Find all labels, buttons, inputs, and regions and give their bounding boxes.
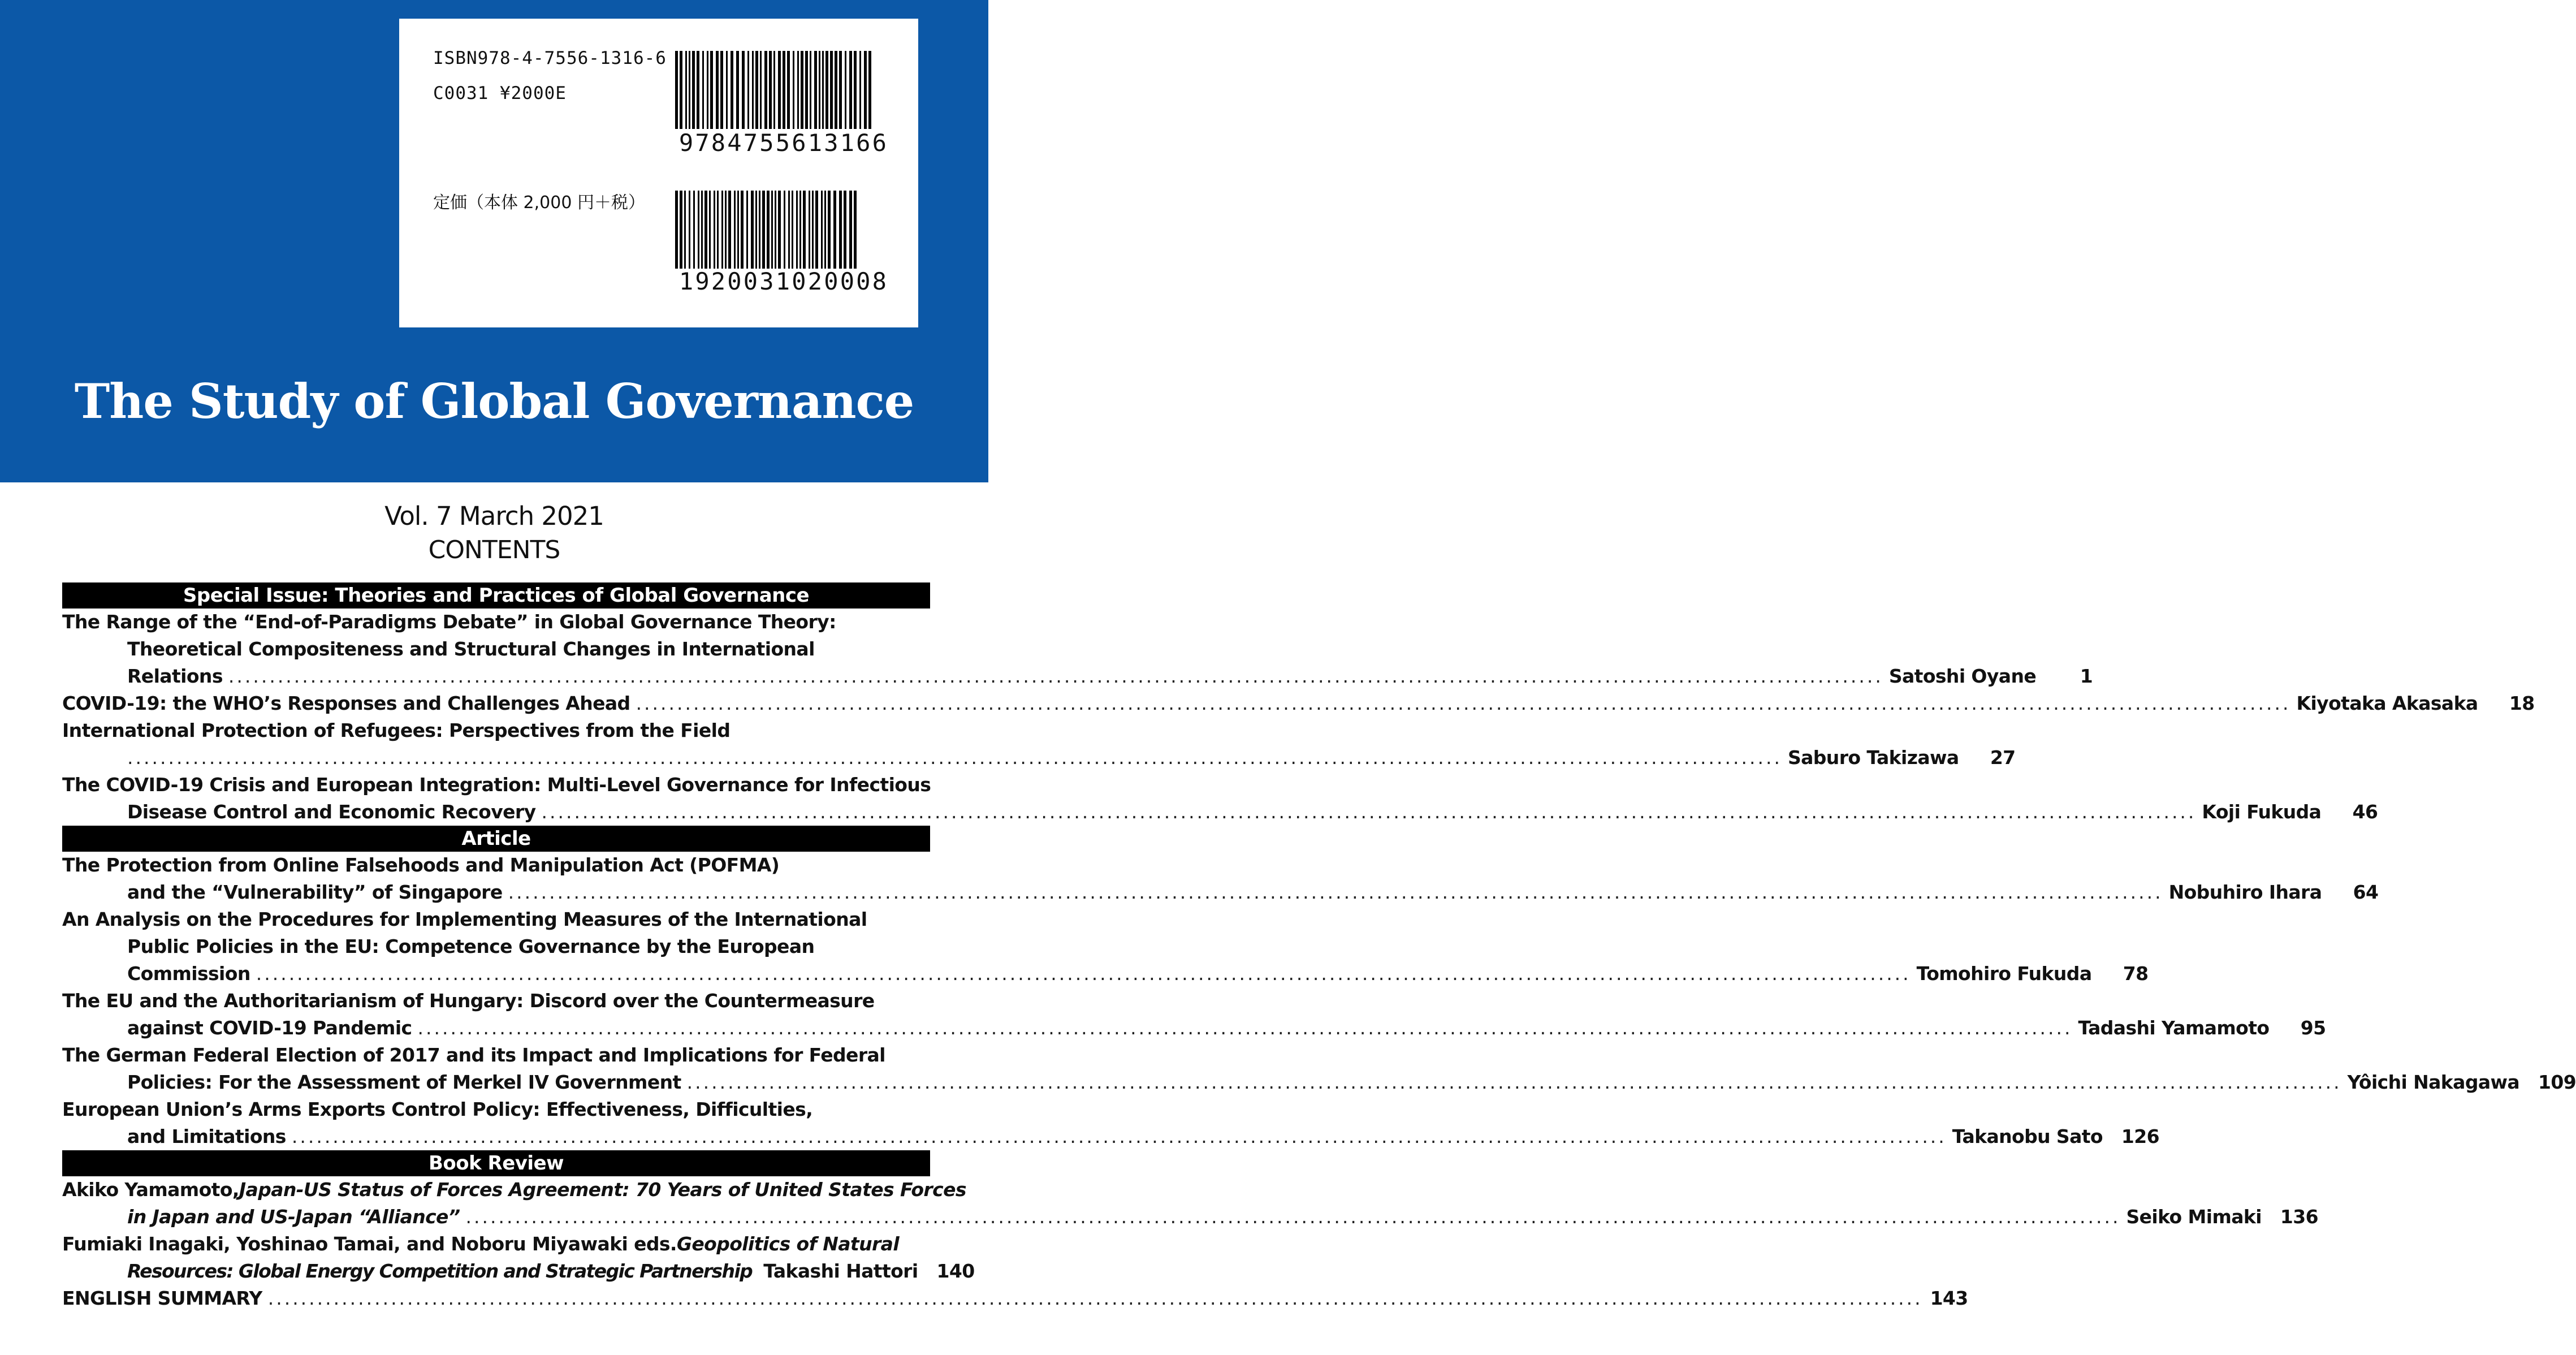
toc-entry-line[interactable] bbox=[62, 1176, 966, 1203]
entry-title: The COVID-19 Crisis and European Integration: Multi-Level Governance for Infectious bbox=[62, 774, 931, 796]
entry-author: Tomohiro Fukuda bbox=[1916, 963, 2092, 985]
entry-title: Disease Control and Economic Recovery bbox=[127, 801, 536, 823]
toc-entry-line[interactable] bbox=[62, 717, 930, 744]
toc-entry-line[interactable] bbox=[62, 1042, 930, 1069]
entry-author: Takanobu Sato bbox=[1952, 1125, 2103, 1147]
toc-entry-line[interactable] bbox=[62, 609, 930, 636]
entry-author: Satoshi Oyane bbox=[1888, 665, 2037, 687]
issue-info: Vol. 7 March 2021 bbox=[384, 501, 604, 531]
entry-title: The Range of the “End-of-Paradigms Debate” in Global Governance Theory: bbox=[62, 611, 836, 633]
dot-leader bbox=[292, 1123, 1947, 1150]
entry-title: and the “Vulnerability” of Singapore bbox=[127, 881, 503, 903]
entry-page: 143 bbox=[1930, 1287, 1968, 1309]
entry-page: 140 bbox=[936, 1260, 975, 1282]
section-header-special-issue: Special Issue: Theories and Practices of Global Governance bbox=[62, 582, 930, 609]
entry-title: The Protection from Online Falsehoods and Manipulation Act (POFMA) bbox=[62, 854, 780, 876]
entry-title: An Analysis on the Procedures for Implementing Measures of the International bbox=[62, 908, 867, 930]
price-barcode-digits: 1920031020008 bbox=[678, 267, 889, 295]
toc-entry-line[interactable] bbox=[62, 744, 2016, 771]
entry-title: Public Policies in the EU: Competence Governance by the European bbox=[127, 935, 815, 957]
toc-entry-line[interactable] bbox=[62, 852, 930, 879]
entry-author: Yôichi Nakagawa bbox=[2347, 1071, 2520, 1093]
toc-entry-line[interactable] bbox=[62, 690, 2535, 717]
entry-title: Policies: For the Assessment of Merkel IV Government bbox=[127, 1071, 681, 1093]
entry-page: 64 bbox=[2353, 881, 2379, 903]
review-book-title: Geopolitics of Natural bbox=[676, 1233, 900, 1255]
entry-page: 1 bbox=[2080, 665, 2093, 687]
barcode-panel bbox=[399, 19, 918, 327]
toc-entry-line[interactable] bbox=[62, 636, 930, 663]
price-barcode bbox=[675, 191, 892, 269]
toc-entry-line[interactable] bbox=[62, 663, 2093, 690]
toc-entry-line[interactable] bbox=[62, 960, 2149, 987]
entry-author: Saburo Takizawa bbox=[1787, 746, 1959, 769]
review-book-title: Resources: Global Energy Competition and Strategic Partnership bbox=[127, 1260, 753, 1282]
dot-leader bbox=[228, 663, 1883, 690]
review-author: Fumiaki Inagaki, Yoshinao Tamai, and Noboru Miyawaki eds. bbox=[62, 1233, 677, 1255]
toc-entry-line[interactable] bbox=[62, 1231, 930, 1258]
dot-leader bbox=[418, 1015, 2073, 1042]
toc-entry-line[interactable] bbox=[62, 771, 930, 799]
toc-entry-line[interactable] bbox=[62, 1258, 975, 1285]
entry-author: Nobuhiro Ihara bbox=[2168, 881, 2322, 903]
toc-entry-line[interactable] bbox=[62, 1015, 2326, 1042]
toc-entry-line[interactable] bbox=[62, 1069, 2576, 1096]
entry-page: 126 bbox=[2121, 1125, 2159, 1147]
isbn-barcode bbox=[675, 51, 892, 129]
entry-page: 27 bbox=[1990, 746, 2016, 769]
classification-code: C0031 ¥2000E bbox=[433, 83, 567, 103]
toc-entry-line[interactable] bbox=[62, 1096, 930, 1123]
toc-entry-line[interactable] bbox=[62, 933, 930, 960]
toc-entry-line[interactable] bbox=[62, 987, 930, 1015]
dot-leader bbox=[256, 960, 1911, 987]
entry-title: The German Federal Election of 2017 and its Impact and Implications for Federal bbox=[62, 1044, 885, 1066]
entry-author: Koji Fukuda bbox=[2202, 801, 2322, 823]
entry-title: International Protection of Refugees: Perspectives from the Field bbox=[62, 719, 731, 741]
review-author: Akiko Yamamoto, bbox=[62, 1179, 239, 1201]
price-label: 定価（本体 2,000 円＋税） bbox=[433, 193, 645, 213]
toc-entry-line[interactable] bbox=[62, 906, 930, 933]
journal-title: The Study of Global Governance bbox=[74, 373, 914, 429]
review-book-title: in Japan and US-Japan “Alliance” bbox=[127, 1206, 460, 1228]
toc-entry-line[interactable] bbox=[62, 799, 2378, 826]
dot-leader bbox=[687, 1069, 2342, 1096]
entry-author: Seiko Mimaki bbox=[2126, 1206, 2262, 1228]
entry-page: 18 bbox=[2509, 692, 2535, 714]
entry-page: 136 bbox=[2280, 1206, 2318, 1228]
entry-title: COVID-19: the WHO’s Responses and Challenges Ahead bbox=[62, 692, 630, 714]
entry-title: Theoretical Compositeness and Structural Changes in International bbox=[127, 638, 815, 660]
section-header-article: Article bbox=[62, 826, 930, 852]
entry-title: Commission bbox=[127, 963, 250, 985]
entry-author: Takashi Hattori bbox=[763, 1260, 918, 1282]
dot-leader bbox=[466, 1203, 2121, 1231]
english-summary-label: ENGLISH SUMMARY bbox=[62, 1287, 262, 1309]
entry-page: 109 bbox=[2538, 1071, 2576, 1093]
entry-title: against COVID-19 Pandemic bbox=[127, 1017, 412, 1039]
toc-entry-line[interactable] bbox=[62, 1203, 2318, 1231]
toc-entry-line[interactable] bbox=[62, 879, 2379, 906]
toc-entry-line[interactable] bbox=[62, 1123, 2159, 1150]
contents-heading: CONTENTS bbox=[428, 536, 560, 564]
entry-page: 78 bbox=[2123, 963, 2149, 985]
isbn-number: ISBN978-4-7556-1316-6 bbox=[433, 48, 667, 68]
table-of-contents bbox=[62, 582, 2576, 1312]
entry-author: Tadashi Yamamoto bbox=[2078, 1017, 2270, 1039]
entry-title: and Limitations bbox=[127, 1125, 286, 1147]
barcode-bar bbox=[854, 191, 857, 269]
barcode-bar bbox=[868, 51, 871, 129]
entry-author: Kiyotaka Akasaka bbox=[2296, 692, 2478, 714]
review-book-title: Japan-US Status of Forces Agreement: 70 Years of United States Forces bbox=[239, 1179, 966, 1201]
entry-page: 95 bbox=[2300, 1017, 2326, 1039]
entry-title: Relations bbox=[127, 665, 223, 687]
dot-leader bbox=[127, 744, 1782, 771]
dot-leader bbox=[636, 690, 2291, 717]
isbn-barcode-digits: 9784755613166 bbox=[678, 129, 889, 157]
entry-title: European Union’s Arms Exports Control Policy: Effectiveness, Difficulties, bbox=[62, 1098, 813, 1120]
dot-leader bbox=[541, 799, 2196, 826]
toc-entry-line[interactable] bbox=[62, 1285, 1968, 1312]
dot-leader bbox=[268, 1285, 1923, 1312]
entry-page: 46 bbox=[2352, 801, 2378, 823]
dot-leader bbox=[508, 879, 2163, 906]
entry-title: The EU and the Authoritarianism of Hungary: Discord over the Countermeasure bbox=[62, 990, 875, 1012]
section-header-book-review: Book Review bbox=[62, 1150, 930, 1176]
